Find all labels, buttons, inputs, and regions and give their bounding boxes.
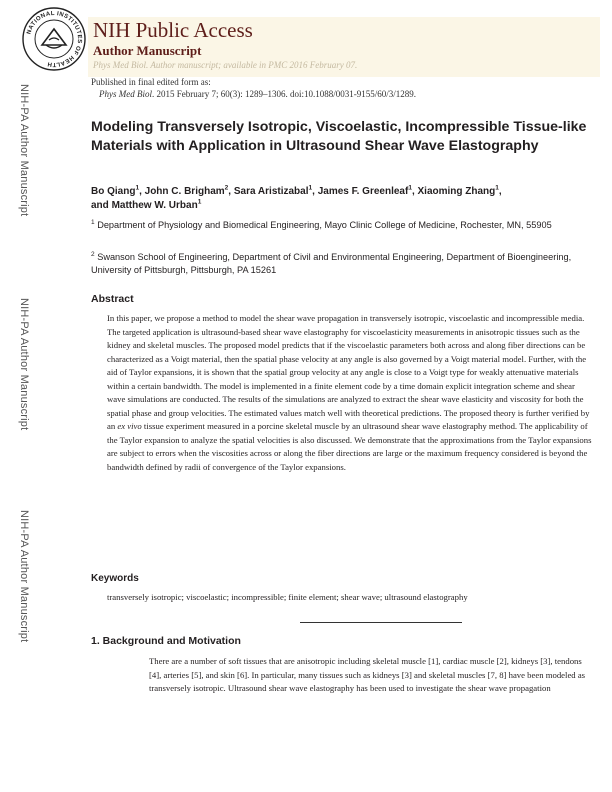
abstract-text bbox=[107, 312, 593, 474]
seal-ring-text: NATIONAL INSTITUTES OF HEALTH bbox=[26, 10, 83, 68]
nih-public-access-title: NIH Public Access bbox=[93, 18, 253, 42]
author-name: Sara Aristizabal bbox=[233, 186, 309, 197]
side-label-author-manuscript: NIH-PA Author Manuscript bbox=[18, 84, 30, 217]
nih-seal-logo bbox=[20, 5, 88, 73]
affiliation-mark: 2 bbox=[91, 250, 95, 258]
author-affiliation-mark: 1 bbox=[197, 198, 202, 206]
paper-title: Modeling Transversely Isotropic, Viscoelastic, Incompressible Tissue-like Materials with Application in Ultrasound Shear Wave Elastography bbox=[91, 119, 587, 154]
journal-name: Phys Med Biol bbox=[99, 89, 152, 99]
author-manuscript-subtitle: Author Manuscript bbox=[93, 43, 202, 58]
abstract-text-part: In this paper, we propose a method to model the shear wave propagation in transversely isotropic, viscoelastic and incompressible media. The targeted application is ultrasound-based shear wave elastography for viscoelasticity measurements in anisotropic tissues such as the kidney and skeletal muscles. The proposed model predicts that if the viscoelastic parameters both across and along fiber directions can be characterized as a Voigt material, then the spatial phase velocity at any angle is also governed by a Voigt material model. Further, with the aid of Taylor expansions, it is shown that the spatial group velocity at any angle is close to a Voigt type for weakly attenuative materials within a certain bandwidth. The model is implemented in a finite element code by a time domain explicit integration scheme and shear wave simulations are conducted. The results of the simulations are analyzed to extract the shear wave elasticity and viscosity for both the spatial phase and group velocities. The estimated values match well with theoretical predictions. The proposed theory is further verified by an bbox=[107, 313, 590, 431]
publication-info bbox=[91, 76, 416, 100]
author-affiliation-mark: 1 bbox=[408, 184, 412, 192]
keywords-text: transversely isotropic; viscoelastic; incompressible; finite element; shear wave; ultrasound elastography bbox=[107, 592, 468, 602]
affiliation bbox=[91, 251, 591, 277]
author-affiliation-mark: 1 bbox=[135, 184, 140, 192]
author-name: John C. Brigham bbox=[144, 186, 225, 197]
section-body-text: There are a number of soft tissues that are anisotropic including skeletal muscle [1], cardiac muscle [2], kidneys [3], tendons [4], arteries [5], and skin [6]. In particular, many tissues such as kidneys [3] and skeletal muscles [7, 8] have been modeled as transversely isotropic. Ultrasound shear wave elastography has been used to investigate the shear wave propagation bbox=[149, 656, 586, 693]
author-list: Bo Qiang$^1$, John C. Brigham$^2$, Sara Aristizabal$^1$, James F. Greenleaf$^1$, Xiaoming Zhang$^1$, and Matthew W. Urban$^1$ bbox=[91, 184, 502, 211]
citation-detail: . 2015 February 7; 60(3): 1289–1306. doi:10.1088/0031-9155/60/3/1289. bbox=[152, 89, 416, 99]
affiliation-mark: 1 bbox=[91, 218, 95, 226]
affiliation-text: Department of Physiology and Biomedical Engineering, Mayo Clinic College of Medicine, Rochester, MN, 55905 bbox=[97, 220, 552, 230]
abstract-heading: Abstract bbox=[91, 293, 134, 305]
abstract-italic-term: ex vivo bbox=[117, 421, 142, 431]
affiliation-text: Swanson School of Engineering, Department of Civil and Environmental Engineering, Department of Bioengineering, University of Pittsburgh, Pittsburgh, PA 15261 bbox=[91, 252, 572, 275]
pmc-availability-watermark: Phys Med Biol. Author manuscript; available in PMC 2016 February 07. bbox=[93, 60, 358, 70]
affiliation bbox=[91, 219, 591, 232]
author-affiliation-mark: 1 bbox=[495, 184, 499, 192]
abstract-text-part: tissue experiment measured in a porcine skeletal muscle by an ultrasound shear wave elastography method. The applicability of the Taylor expansion to analyze the spatial velocities is also discussed. We demonstrate that the approximations from the Taylor expansions are subject to errors when the viscosities across or along the fiber directions are large or the maximum frequency considered is beyond the bandwidth defined by radii of convergence of the Taylor expansions. bbox=[107, 421, 592, 472]
author-name: Bo Qiang bbox=[91, 186, 136, 197]
section-divider bbox=[300, 622, 462, 623]
author-affiliation-mark: 2 bbox=[224, 184, 229, 192]
author-name: Xiaoming Zhang bbox=[417, 186, 496, 197]
side-label-author-manuscript: NIH-PA Author Manuscript bbox=[18, 510, 30, 643]
author-name: James F. Greenleaf bbox=[317, 186, 409, 197]
author-name: Matthew W. Urban bbox=[111, 200, 198, 211]
publication-citation bbox=[91, 88, 416, 100]
keywords-heading: Keywords bbox=[91, 573, 139, 584]
author-affiliation-mark: 1 bbox=[308, 184, 313, 192]
author-connector: and bbox=[91, 200, 109, 211]
section-heading: 1. Background and Motivation bbox=[91, 635, 241, 647]
side-label-author-manuscript: NIH-PA Author Manuscript bbox=[18, 298, 30, 431]
publication-intro: Published in final edited form as: bbox=[91, 77, 211, 87]
